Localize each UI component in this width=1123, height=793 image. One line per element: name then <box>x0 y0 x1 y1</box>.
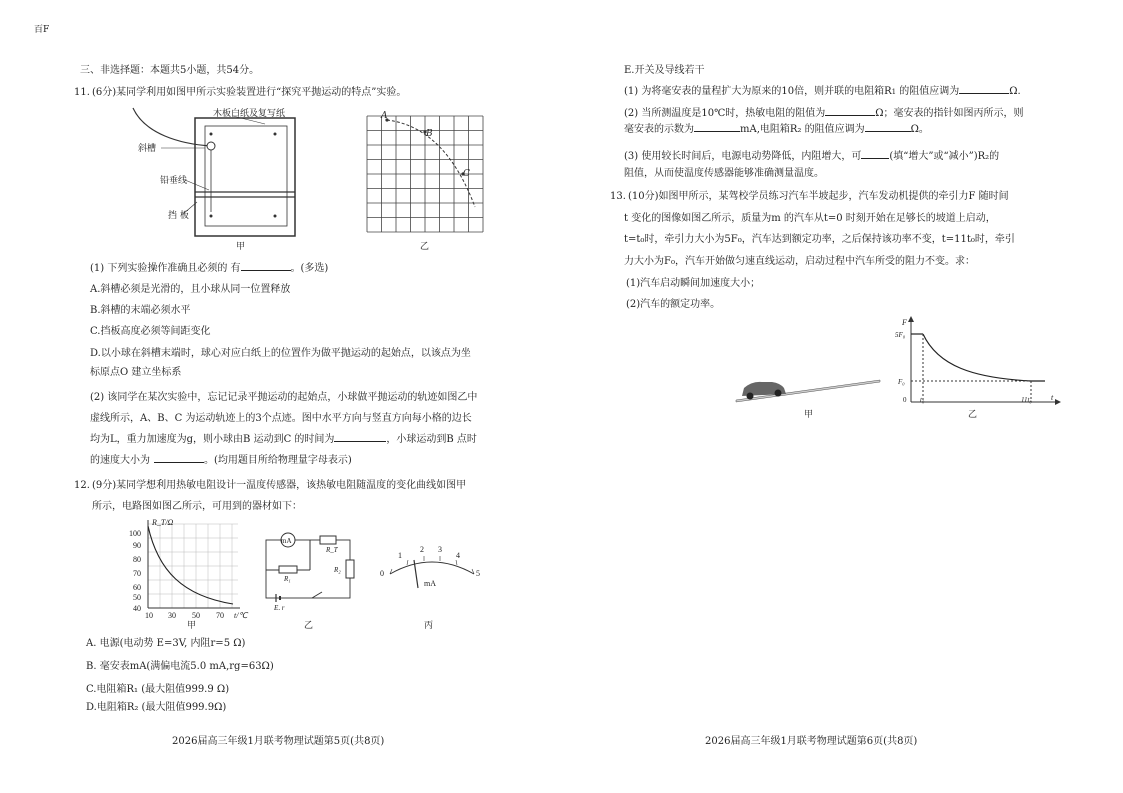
label-a: A <box>381 111 388 121</box>
scale-ticks <box>390 556 474 574</box>
pin-2 <box>274 133 277 136</box>
force-graph-caption: 乙 <box>968 410 978 420</box>
q11-option-d-line1: D.以小球在斜槽末端时，球心对应白纸上的位置作为做平抛运动的起始点，以该点为坐 <box>90 348 471 359</box>
ball <box>207 142 215 150</box>
q12-item-a: A. 电源(电动势 E=3V, 内阻r=5 Ω) <box>86 638 246 649</box>
circuit-caption: 乙 <box>304 621 314 631</box>
q11-part2-line1: (2) 该同学在某次实验中，忘记记录平抛运动的起始点，小球做平抛运动的轨迹如图乙中 <box>90 392 478 403</box>
q12-item-d: D.电阻箱R₂ (最大阻值999.9Ω) <box>86 702 227 713</box>
q12-part2-line1: (2) 当所测温度是10℃时，热敏电阻的阻值为 Ω；毫安表的指针如图丙所示，则 <box>624 108 1024 119</box>
car-wheel-front <box>775 390 782 397</box>
q12-part1: (1) 为将毫安表的量程扩大为原来的10倍，则并联的电阻箱R1 的阻值应调为 Ω. <box>624 86 1021 97</box>
meter-tick-2: 2 <box>420 545 424 554</box>
label-t-axis: t <box>1051 393 1054 402</box>
q11-apparatus-figure <box>125 104 305 254</box>
r2-label: R₂ <box>334 566 341 574</box>
ytick-80: 80 <box>133 555 141 564</box>
pin-3 <box>210 215 213 218</box>
pin-4 <box>274 215 277 218</box>
q12-circuit-diagram <box>260 530 360 610</box>
left-footer: 2026届高三年级1月联考物理试题第5页(共8页) <box>172 736 385 747</box>
right-footer: 2026届高三年级1月联考物理试题第6页(共8页) <box>705 736 918 747</box>
q12-number: 12. <box>74 480 90 491</box>
caption-jia: 甲 <box>236 242 246 252</box>
q12-part3-line1: (3) 使用较长时间后，电源电动势降低，内阻增大，可 (填“增大”或“减小”)R₂的 <box>624 151 1000 162</box>
car-caption: 甲 <box>804 410 814 420</box>
q11-number: 11. <box>74 87 90 98</box>
q13-line3: t=t₀时，牵引力大小为5F₀，汽车达到额定功率，之后保持该功率不变，t=11t₀时，牵引 <box>624 234 1015 245</box>
xtick-10: 10 <box>145 611 153 620</box>
q12-stem-line2: 所示，电路图如图乙所示，可用到的器材如下： <box>92 501 302 512</box>
q13-sub1: (1)汽车启动瞬间加速度大小； <box>626 278 761 289</box>
x-arrowhead <box>1055 399 1061 405</box>
car-wheel-rear <box>747 393 754 400</box>
q12-item-e: E.开关及导线若干 <box>624 65 705 76</box>
q12-meter-face <box>378 538 486 594</box>
ytick-100: 100 <box>129 529 141 538</box>
meter-caption: 丙 <box>424 621 434 631</box>
q12-stem-line1: (9分)某同学想利用热敏电阻设计一温度传感器，该热敏电阻随温度的变化曲线如图甲 <box>92 480 467 491</box>
graph-ylabel: R_T/Ω <box>152 518 174 527</box>
milliammeter-label: mA <box>281 537 292 545</box>
q13-force-graph <box>893 316 1063 408</box>
meter-tick-1: 1 <box>398 551 402 560</box>
q11-part1: (1) 下列实验操作准确且必须的 有 。(多选) <box>90 263 329 274</box>
thermistor-symbol <box>320 536 336 544</box>
q11-part2-line3: 均为L，重力加速度为g，则小球由B 运动到C 的时间为 ，小球运动到B 点时 <box>90 434 477 445</box>
corner-mark: 百F <box>34 25 50 35</box>
q13-line4: 力大小为F₀，汽车开始做匀速直线运动，启动过程中汽车所受的阻力不变。求： <box>624 256 975 267</box>
label-origin: 0 <box>903 396 907 404</box>
q12-part3-line2: 阻值，从而使温度传感器能够准确测量温度。 <box>624 168 824 179</box>
label-f-axis: F <box>902 318 907 327</box>
caption-yi: 乙 <box>420 242 430 252</box>
label-b: B <box>426 129 433 139</box>
q13-line2: t 变化的图像如图乙所示，质量为m 的汽车从t=0 时刻开始在足够长的坡道上启动， <box>624 213 996 224</box>
thermistor-label: R_T <box>326 546 338 554</box>
label-f0: F₀ <box>898 378 905 386</box>
chute-curve <box>133 108 211 146</box>
meter-unit: mA <box>424 579 436 588</box>
q11-option-b: B.斜槽的末端必须水平 <box>90 305 191 316</box>
label-11t0: 11t₀ <box>1021 396 1032 404</box>
meter-tick-4: 4 <box>456 551 460 560</box>
q11-option-a: A.斜槽必须是光滑的，且小球从同一位置释放 <box>90 284 291 295</box>
q13-number: 13. <box>610 191 626 202</box>
r1-symbol <box>279 566 297 573</box>
ytick-90: 90 <box>133 541 141 550</box>
q13-car-figure <box>732 368 882 404</box>
decreasing-force-curve <box>923 334 1045 381</box>
q11-part2-line2: 虚线所示，A、B、C 为运动轨迹上的3个点迹。图中水平方向与竖直方向每小格的边长 <box>90 413 472 424</box>
label-board: 木板白纸及复写纸 <box>213 109 286 119</box>
ytick-60: 60 <box>133 583 141 592</box>
q11-option-d-line2: 标原点O 建立坐标系 <box>90 367 182 378</box>
y-arrowhead <box>908 316 914 322</box>
xtick-30: 30 <box>168 611 176 620</box>
graph-grid <box>148 524 238 608</box>
meter-tick-0: 0 <box>380 569 384 578</box>
q11-part2-line4: 的速度大小为 。(均用题目所给物理量字母表示) <box>90 455 352 466</box>
xtick-70: 70 <box>216 611 224 620</box>
label-baffle: 挡 板 <box>168 211 189 221</box>
graph-caption: 甲 <box>187 621 197 631</box>
section-title: 三、非选择题：本题共5小题，共54分。 <box>80 65 260 76</box>
white-paper <box>205 126 287 226</box>
switch-symbol <box>312 592 322 598</box>
label-chute: 斜槽 <box>138 144 157 154</box>
q12-resistance-graph <box>128 516 258 620</box>
ytick-40: 40 <box>133 604 141 613</box>
board-frame <box>195 118 295 236</box>
q11-stem: (6分)某同学利用如图甲所示实验装置进行“探究平抛运动的特点”实验。 <box>92 87 407 98</box>
ytick-50: 50 <box>133 593 141 602</box>
q13-sub2: (2)汽车的额定功率。 <box>626 299 721 310</box>
q12-item-c: C.电阻箱R₁ (最大阻值999.9 Ω) <box>86 684 230 695</box>
graph-xlabel: t/℃ <box>234 611 248 620</box>
label-5f0: 5F₀ <box>895 331 906 339</box>
r1-label: R₁ <box>284 575 291 583</box>
scale-arc <box>390 562 474 574</box>
ytick-70: 70 <box>133 569 141 578</box>
meter-tick-5: 5 <box>476 569 480 578</box>
q13-line1: (10分)如图甲所示，某驾校学员练习汽车半坡起步，汽车发动机提供的牵引力F 随时间 <box>628 191 1009 202</box>
label-plumb: 铅垂线 <box>160 176 188 186</box>
pin-1 <box>210 133 213 136</box>
label-t0: t₀ <box>920 396 925 404</box>
r2-symbol <box>346 560 354 578</box>
q12-part2-line2: 毫安表的示数为 mA,电阻箱R₂ 的阻值应调为 Ω。 <box>624 124 929 135</box>
meter-tick-3: 3 <box>438 545 442 554</box>
q12-item-b: B. 毫安表mA(满偏电流5.0 mA,rg=63Ω) <box>86 661 274 672</box>
source-label: E, r <box>274 604 285 610</box>
q11-option-c: C.挡板高度必须等间距变化 <box>90 326 211 337</box>
label-c: C <box>463 169 470 179</box>
xtick-50: 50 <box>192 611 200 620</box>
